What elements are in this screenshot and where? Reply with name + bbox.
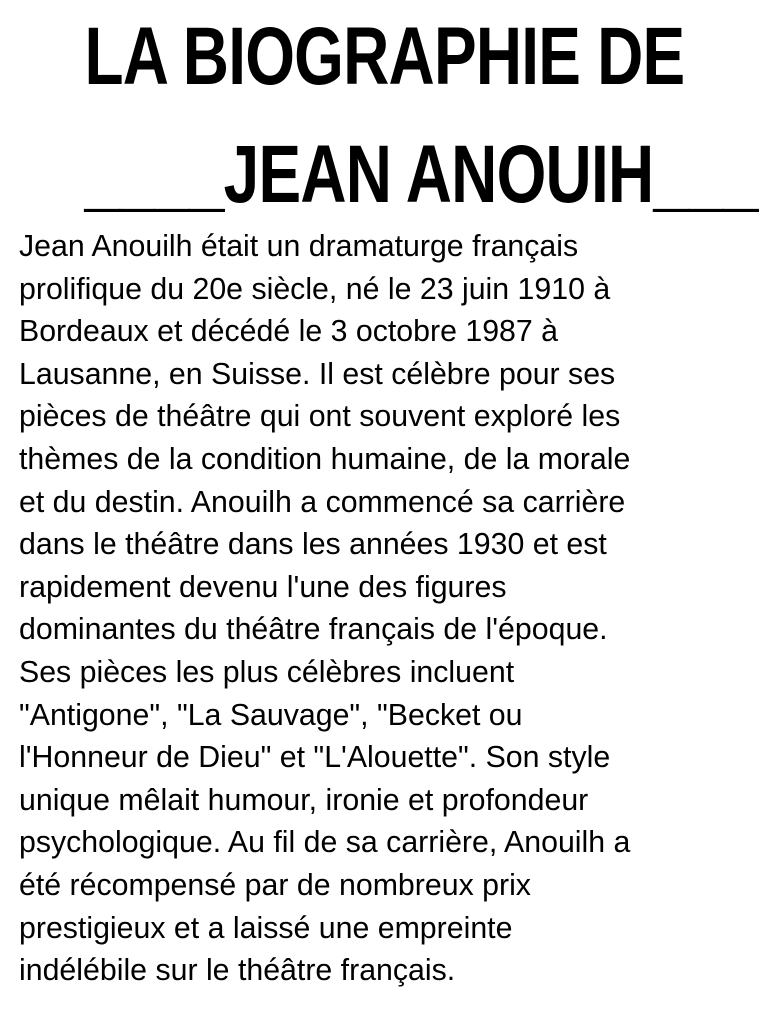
biography-paragraph: Jean Anouilh était un dramaturge français prolifique du 20e siècle, né le 23 juin 1910 à Bordeaux et décédé le 3 octobre 1987 à Lausanne, en Suisse. Il est célèbre pour ses pièces de théâtre qui ont souvent exploré les thèmes de la condition humaine, de la morale et du destin. Anouilh a commencé sa carrière dans le théâtre dans les années 1930 et est rapidement devenu l'une des figures dominantes du théâtre français de l'époque. Ses pièces les plus célèbres incluent "Antigone", "La Sauvage", "Becket ou l'Honneur de Dieu" et "L'Alouette". Son style unique mêlait humour, ironie et profondeur psychologique. Au fil de sa carrière, Anouilh a été récompensé par de nombreux prix prestigieux et a laissé une empreinte indélébile sur le théâtre français. [19,230,631,988]
title-line-2: ____JEAN ANOUIH___ [84,129,758,220]
title-line-1: LA BIOGRAPHIE DE [84,11,685,102]
